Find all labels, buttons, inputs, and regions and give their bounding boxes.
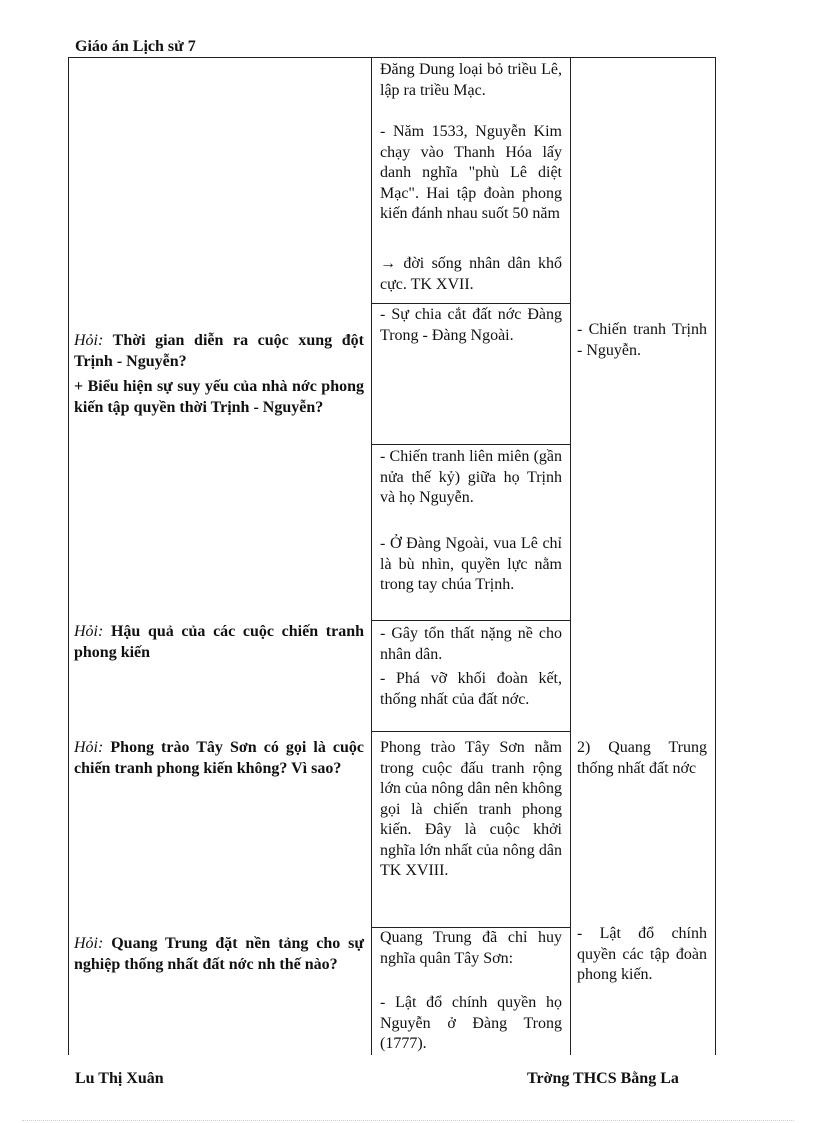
summary-block: 2) Quang Trung thống nhất đất nớc [577,739,707,777]
page-header: Giáo án Lịch sử 7 [75,38,196,55]
content-block: - Phá vỡ khối đoàn kết, thống nhất của đất nớc. [380,670,562,708]
content-block: - Chiến tranh liên miên (gần nửa thế kỷ) giữa họ Trịnh và họ Nguyễn. [380,448,562,506]
question-text: Hậu quả của các cuộc chiến tranh phong kiến [74,623,364,661]
question-1 [74,331,364,372]
question-label: Hỏi: [74,935,104,952]
row-divider [371,620,570,621]
content-block: - Sự chia cắt đất nớc Đàng Trong - Đàng Ngoài. [380,306,562,344]
row-divider [371,303,570,304]
question-label: Hỏi: [74,739,104,756]
page-bottom-divider [22,1120,794,1121]
content-block: Phong trào Tây Sơn nằm trong cuộc đấu tranh rộng lớn của nông dân nên không gọi là chiến tranh phong kiến. Đây là cuộc khởi nghĩa lớn nhất của nông dân TK XVIII. [380,739,562,879]
content-block: - Gây tổn thất nặng nề cho nhân dân. [380,625,562,663]
question-text: Phong trào Tây Sơn có gọi là cuộc chiến tranh phong kiến không? Vì sao? [74,739,365,777]
question-text: + Biểu hiện sự suy yếu của nhà nớc phong kiến tập quyền thời Trịnh - Nguyễn? [74,378,364,416]
question-4 [74,738,364,779]
summary-block: - Chiến tranh Trịnh - Nguyễn. [577,321,707,359]
row-divider [371,731,570,732]
question-5 [74,934,364,975]
footer-school: Trờng THCS Bằng La [527,1070,679,1087]
question-label: Hỏi: [74,332,104,349]
content-block: - Ở Đàng Ngoài, vua Lê chỉ là bù nhìn, quyền lực nằm trong tay chúa Trịnh. [380,535,562,593]
content-block: Đăng Dung loại bỏ triều Lê, lập ra triều Mạc. [380,61,562,99]
row-divider [371,444,570,445]
question-3 [74,622,364,663]
content-block: Quang Trung đã chỉ huy nghĩa quân Tây Sơn: [380,929,562,967]
table-divider-1 [371,58,372,1055]
lesson-table [68,57,716,1055]
question-2 [74,377,364,418]
summary-block: - Lật đổ chính quyền các tập đoàn phong kiến. [577,925,707,983]
content-block: → đời sống nhân dân khổ cực. TK XVII. [380,255,562,293]
content-block: - Năm 1533, Nguyễn Kim chạy vào Thanh Hóa lấy danh nghĩa "phù Lê diệt Mạc". Hai tập đoàn phong kiến đánh nhau suốt 50 năm [380,123,562,222]
table-border-right [715,58,716,1055]
content-block: - Lật đổ chính quyền họ Nguyễn ở Đàng Trong (1777). [380,994,562,1052]
footer-author: Lu Thị Xuân [75,1070,164,1087]
question-text: Quang Trung đặt nền tảng cho sự nghiệp thống nhất đất nớc nh thế nào? [74,935,365,973]
question-text: Thời gian diễn ra cuộc xung đột Trịnh - Nguyễn? [74,332,364,370]
question-label: Hỏi: [74,623,104,640]
table-border-left [68,58,69,1055]
table-divider-2 [570,58,571,1055]
